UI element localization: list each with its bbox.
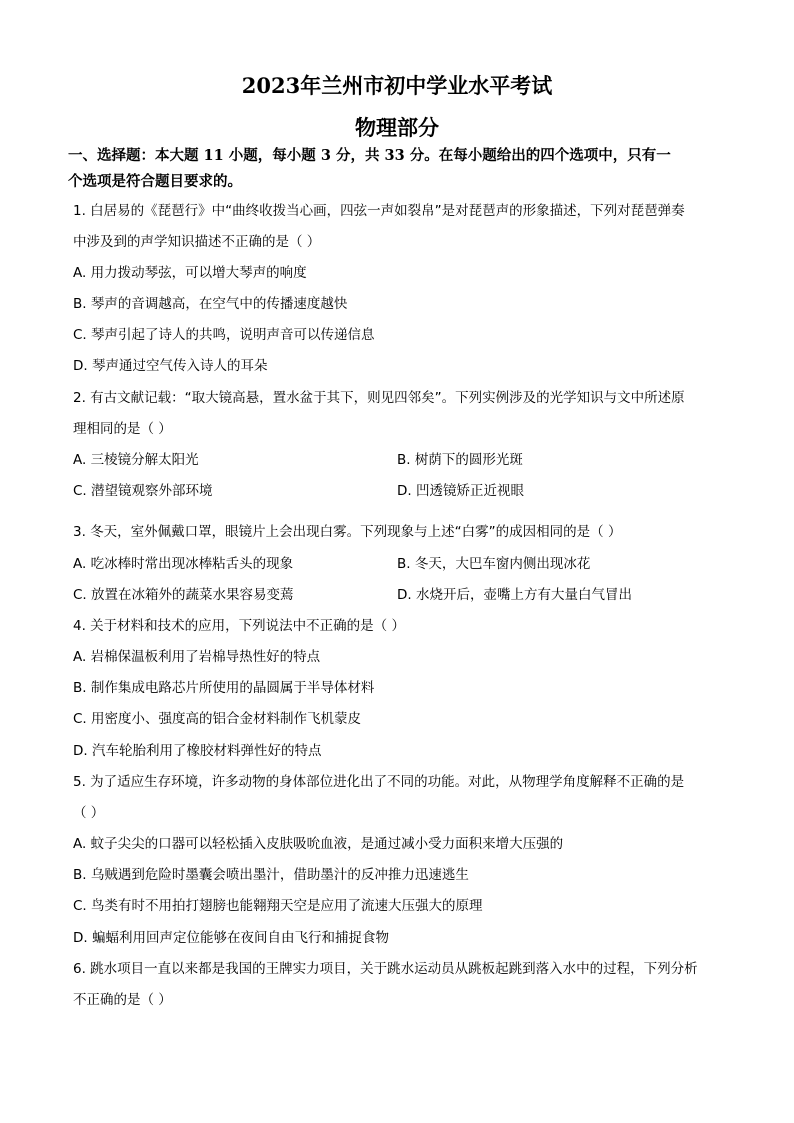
question-3-option-c: C. 放置在冰箱外的蔬菜水果容易变蔫 <box>73 587 294 603</box>
question-1-option-b: B. 琴声的音调越高，在空气中的传播速度越快 <box>73 296 348 312</box>
question-2-stem: 2. 有古文献记载：“取大镜高悬，置水盆于其下，则见四邻矣”。下列实例涉及的光学知识与文中所述原 <box>73 390 685 406</box>
question-5-option-b: B. 乌贼遇到危险时墨囊会喷出墨汁，借助墨汁的反冲推力迅速逃生 <box>73 867 469 883</box>
exam-subtitle: 物理部分 <box>355 115 439 140</box>
section-heading-cont: 个选项是符合题目要求的。 <box>68 173 242 190</box>
question-6-stem: 6. 跳水项目一直以来都是我国的王牌实力项目，关于跳水运动员从跳板起跳到落入水中的过程，下列分析 <box>73 961 698 977</box>
question-5-option-a: A. 蚊子尖尖的口器可以轻松插入皮肤吸吮血液，是通过减小受力面积来增大压强的 <box>73 836 564 852</box>
question-2-option-a: A. 三棱镜分解太阳光 <box>73 452 199 468</box>
question-5-stem: 5. 为了适应生存环境，许多动物的身体部位进化出了不同的功能。对此，从物理学角度解释不正确的是 <box>73 774 685 790</box>
exam-title: 2023年兰州市初中学业水平考试 <box>241 73 553 98</box>
question-1-option-d: D. 琴声通过空气传入诗人的耳朵 <box>73 358 268 374</box>
question-6-stem-cont: 不正确的是（ ） <box>73 992 172 1008</box>
question-1-option-a: A. 用力拨动琴弦，可以增大琴声的响度 <box>73 265 307 281</box>
question-3-stem: 3. 冬天，室外佩戴口罩，眼镜片上会出现白雾。下列现象与上述“白雾”的成因相同的是（ ） <box>73 524 622 540</box>
question-2-option-c: C. 潜望镜观察外部环境 <box>73 483 213 499</box>
question-4-stem: 4. 关于材料和技术的应用，下列说法中不正确的是（ ） <box>73 618 405 634</box>
section-heading: 一、选择题：本大题 11 小题，每小题 3 分，共 33 分。在每小题给出的四个选项中，只有一 <box>68 147 671 164</box>
question-3-option-a: A. 吃冰棒时常出现冰棒粘舌头的现象 <box>73 556 294 572</box>
question-3-option-b: B. 冬天，大巴车窗内侧出现冰花 <box>397 556 591 572</box>
question-2-option-d: D. 凹透镜矫正近视眼 <box>397 483 524 499</box>
question-5-option-c: C. 鸟类有时不用拍打翅膀也能翱翔天空是应用了流速大压强大的原理 <box>73 898 483 914</box>
question-5-option-d: D. 蝙蝠利用回声定位能够在夜间自由飞行和捕捉食物 <box>73 930 389 946</box>
question-1-option-c: C. 琴声引起了诗人的共鸣，说明声音可以传递信息 <box>73 327 375 343</box>
question-1-stem: 1. 白居易的《琵琶行》中“曲终收拨当心画，四弦一声如裂帛”是对琵琶声的形象描述，下列对琵琶弹奏 <box>73 203 685 219</box>
question-3-option-d: D. 水烧开后，壶嘴上方有大量白气冒出 <box>397 587 632 603</box>
question-4-option-b: B. 制作集成电路芯片所使用的晶圆属于半导体材料 <box>73 680 375 696</box>
question-1-stem-cont: 中涉及到的声学知识描述不正确的是（ ） <box>73 234 321 250</box>
question-4-option-a: A. 岩棉保温板利用了岩棉导热性好的特点 <box>73 649 321 665</box>
question-4-option-d: D. 汽车轮胎利用了橡胶材料弹性好的特点 <box>73 743 322 759</box>
question-4-option-c: C. 用密度小、强度高的铝合金材料制作飞机蒙皮 <box>73 711 362 727</box>
question-2-stem-cont: 理相同的是（ ） <box>73 421 172 437</box>
question-2-option-b: B. 树荫下的圆形光斑 <box>397 452 523 468</box>
question-5-stem-cont: （ ） <box>73 805 105 821</box>
